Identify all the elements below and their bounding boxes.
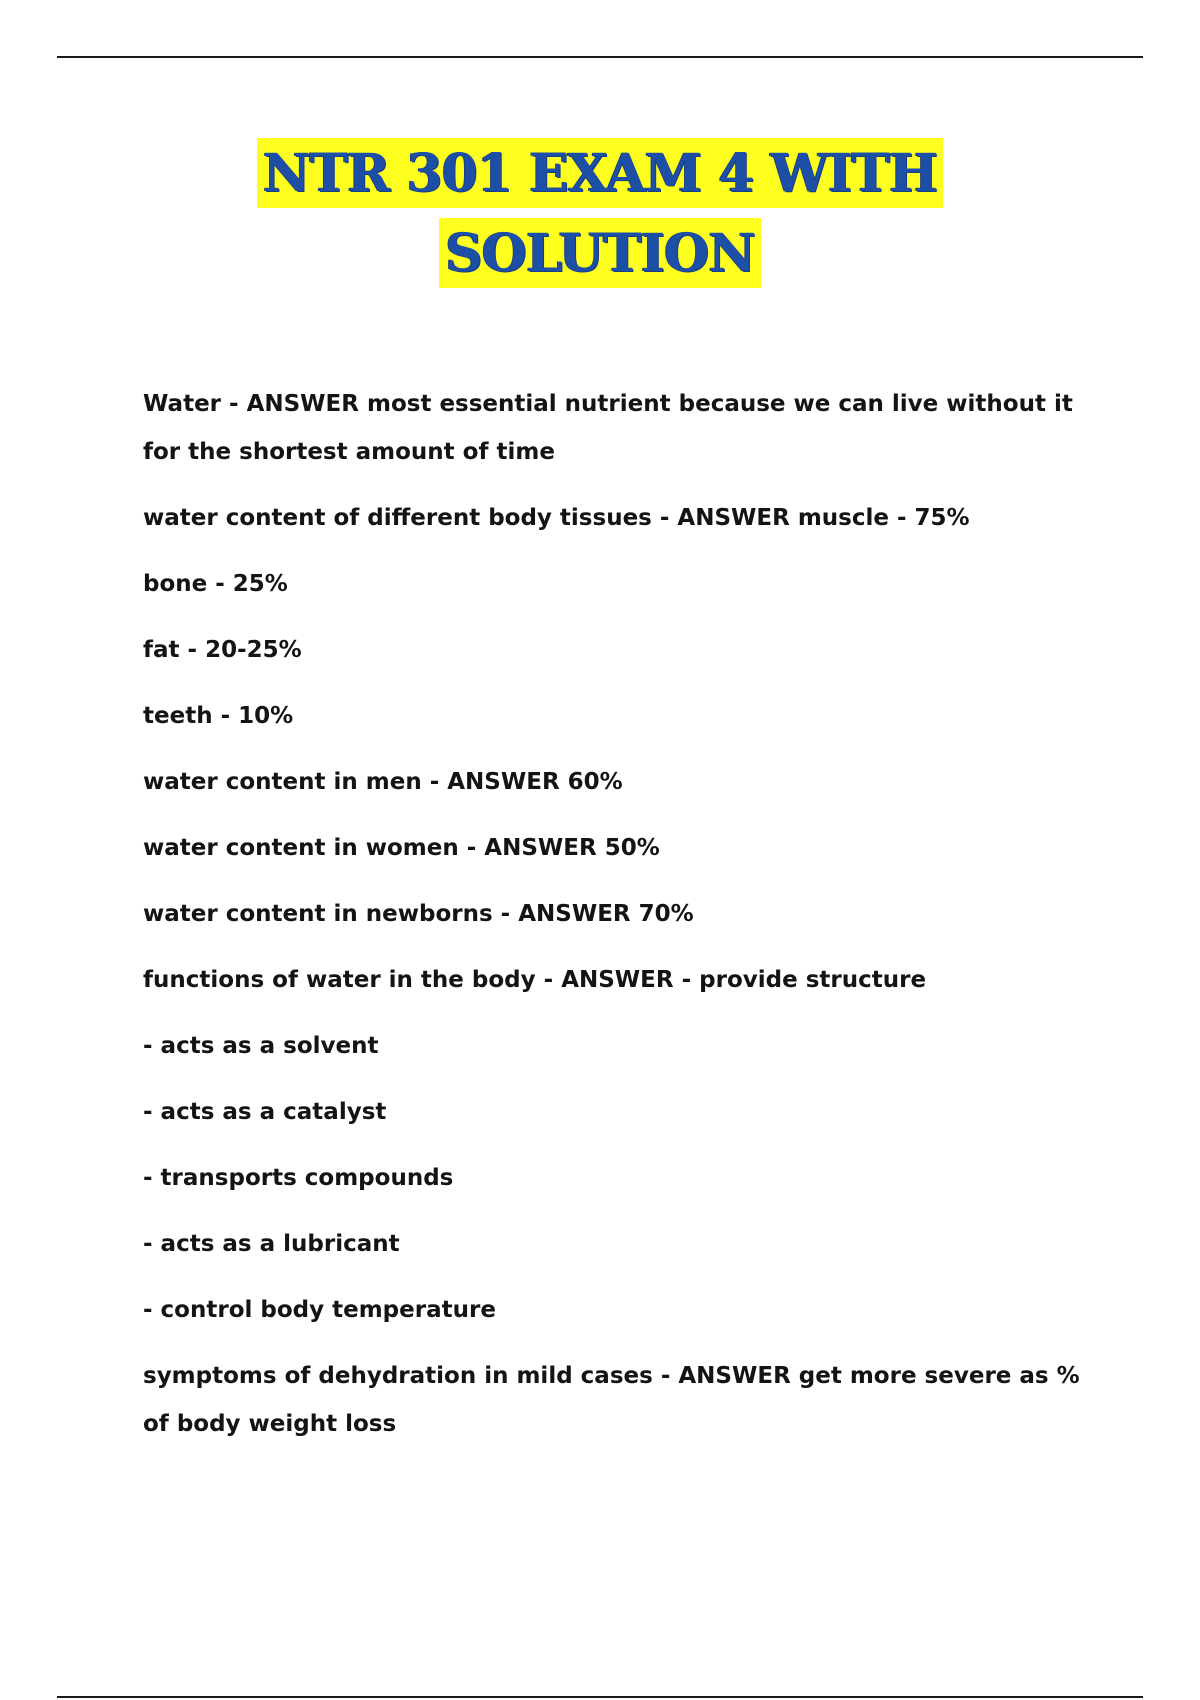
entry-lubricant: - acts as a lubricant [143, 1231, 400, 1257]
entry-dehydration: symptoms of dehydration in mild cases - ANSWER get more severe as % of body weight loss [143, 1363, 1080, 1437]
entry-water-men: water content in men - ANSWER 60% [143, 769, 623, 795]
entry-bone: bone - 25% [143, 571, 288, 597]
entry-transports: - transports compounds [143, 1165, 454, 1191]
entry-water: Water - ANSWER most essential nutrient because we can live without it for the shortest amount of time [143, 391, 1073, 465]
entry-water-women: water content in women - ANSWER 50% [143, 835, 660, 861]
bottom-divider [57, 1696, 1143, 1698]
entry-temperature: - control body temperature [143, 1297, 496, 1323]
entry-water-newborns: water content in newborns - ANSWER 70% [143, 901, 694, 927]
document-body [143, 380, 1083, 1448]
document-title [0, 138, 1200, 288]
entry-fat: fat - 20-25% [143, 637, 302, 663]
entry-teeth: teeth - 10% [143, 703, 294, 729]
entry-tissue-water-content: water content of different body tissues - ANSWER muscle - 75% [143, 505, 970, 531]
title-line-2: SOLUTION [439, 218, 761, 288]
top-divider [57, 56, 1143, 58]
entry-solvent: - acts as a solvent [143, 1033, 379, 1059]
title-line-1: NTR 301 EXAM 4 WITH [257, 138, 943, 208]
entry-catalyst: - acts as a catalyst [143, 1099, 387, 1125]
entry-water-functions: functions of water in the body - ANSWER - provide structure [143, 967, 927, 993]
